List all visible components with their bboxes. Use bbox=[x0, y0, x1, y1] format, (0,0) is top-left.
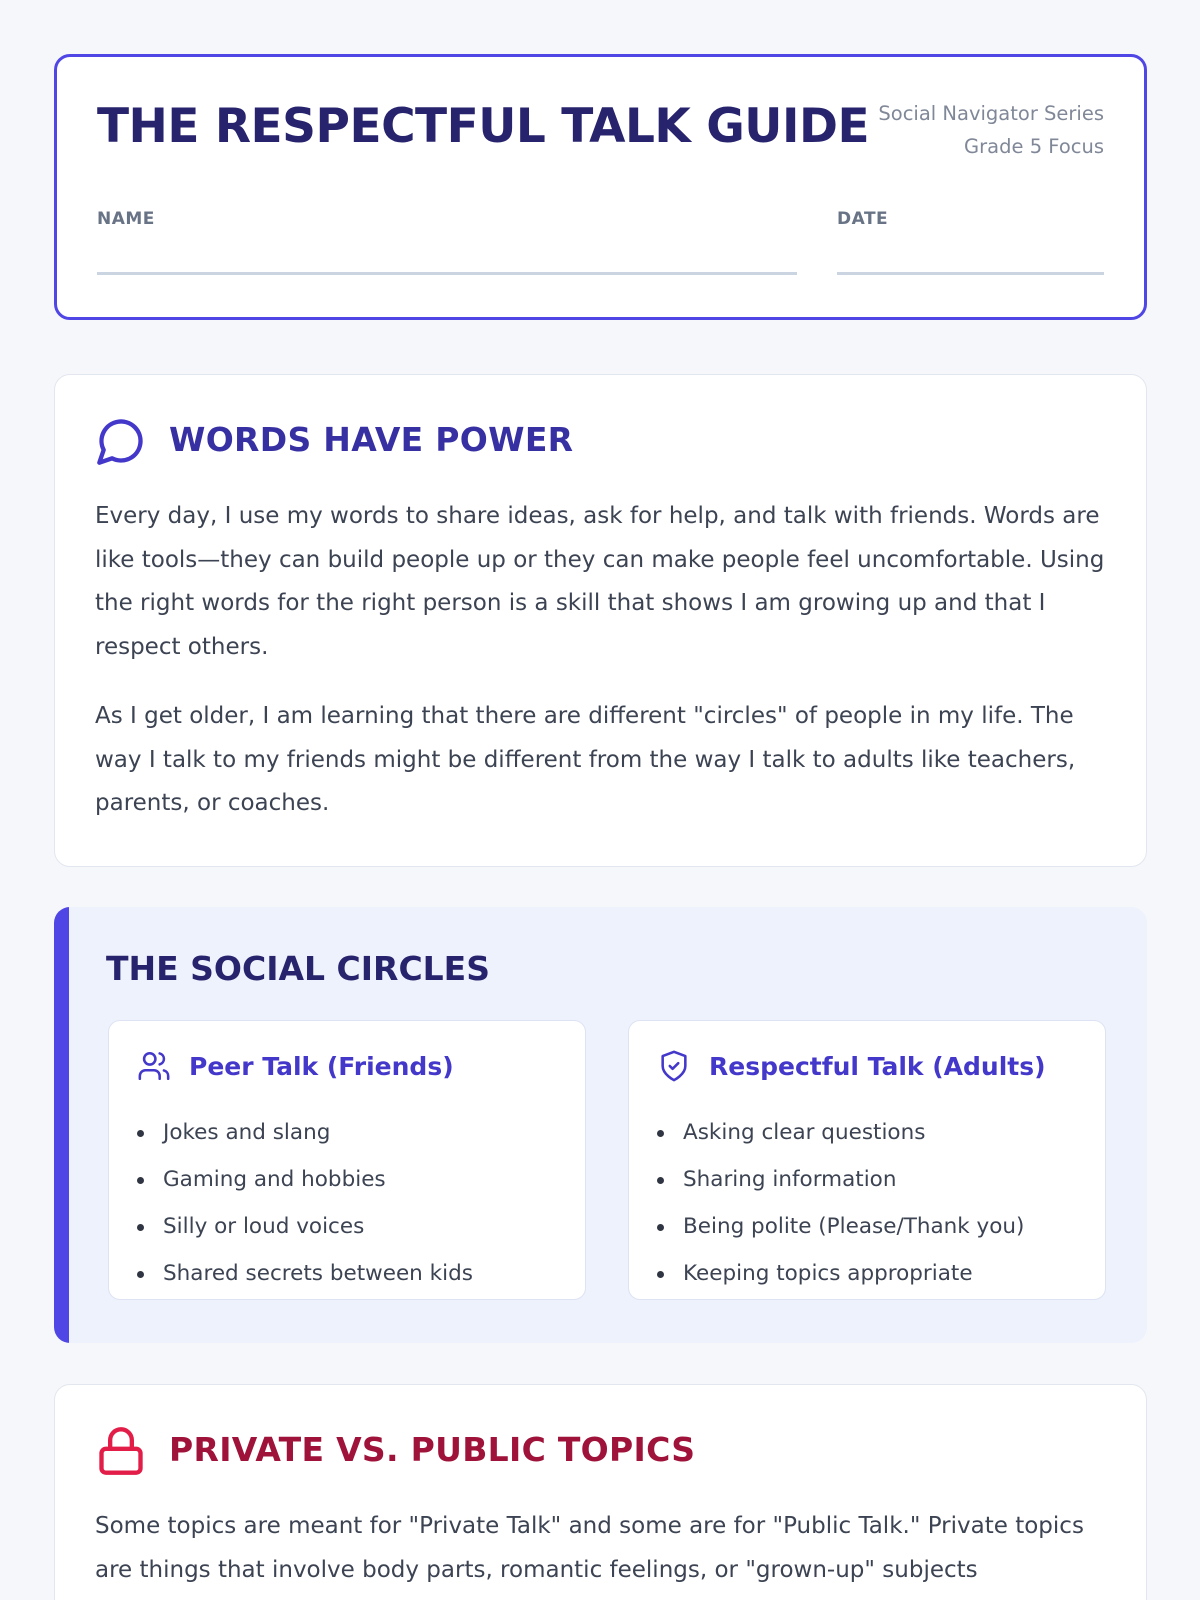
peer-talk-list bbox=[137, 1109, 473, 1297]
series-info bbox=[878, 97, 1104, 163]
header-card bbox=[54, 54, 1147, 320]
shield-check-icon bbox=[657, 1049, 691, 1083]
section-title-words: WORDS HAVE POWER bbox=[169, 420, 574, 459]
peer-talk-card bbox=[108, 1020, 586, 1300]
list-item: Jokes and slang bbox=[137, 1109, 473, 1156]
name-label: NAME bbox=[97, 209, 155, 229]
users-icon bbox=[137, 1049, 171, 1083]
list-item: Keeping topics appropriate bbox=[657, 1250, 1024, 1297]
list-item: Asking clear questions bbox=[657, 1109, 1024, 1156]
section-title-circles: THE SOCIAL CIRCLES bbox=[106, 949, 490, 988]
peer-talk-title: Peer Talk (Friends) bbox=[189, 1051, 454, 1081]
grade-focus: Grade 5 Focus bbox=[964, 135, 1104, 158]
list-item: Gaming and hobbies bbox=[137, 1156, 473, 1203]
page-title: THE RESPECTFUL TALK GUIDE bbox=[97, 99, 870, 154]
list-item: Being polite (Please/Thank you) bbox=[657, 1203, 1024, 1250]
words-paragraph-2: As I get older, I am learning that there are different "circles" of people in my life. The way I talk to my friends might be different from the way I talk to adults like teachers, parents, or coaches. bbox=[95, 703, 1076, 816]
adult-talk-card bbox=[628, 1020, 1106, 1300]
lock-icon bbox=[95, 1425, 147, 1477]
private-paragraph-1: Some topics are meant for "Private Talk" and some are for "Public Talk." Private topics are things that involve body parts, romantic feelings, or "grown-up" subjects bbox=[95, 1513, 1084, 1583]
list-item: Shared secrets between kids bbox=[137, 1250, 473, 1297]
accent-bar bbox=[54, 907, 69, 1343]
peer-talk-header bbox=[137, 1049, 454, 1083]
words-paragraph-1: Every day, I use my words to share ideas, ask for help, and talk with friends. Words are like tools—they can build people up or they can make people feel uncomfortable. Using the right words for the right person is a skill that shows I am growing up and that I respect others. bbox=[95, 503, 1105, 660]
private-public-card bbox=[54, 1384, 1147, 1600]
list-item: Sharing information bbox=[657, 1156, 1024, 1203]
series-name: Social Navigator Series bbox=[878, 102, 1104, 125]
social-circles-section bbox=[54, 907, 1147, 1343]
name-field[interactable] bbox=[97, 272, 797, 275]
date-field[interactable] bbox=[837, 272, 1104, 275]
adult-talk-title: Respectful Talk (Adults) bbox=[709, 1051, 1046, 1081]
list-item: Silly or loud voices bbox=[137, 1203, 473, 1250]
adult-talk-header bbox=[657, 1049, 1046, 1083]
date-label: DATE bbox=[837, 209, 889, 229]
words-have-power-card bbox=[54, 374, 1147, 867]
speech-bubble-icon bbox=[95, 415, 147, 467]
section-title-private: PRIVATE VS. PUBLIC TOPICS bbox=[169, 1430, 696, 1469]
adult-talk-list bbox=[657, 1109, 1024, 1297]
